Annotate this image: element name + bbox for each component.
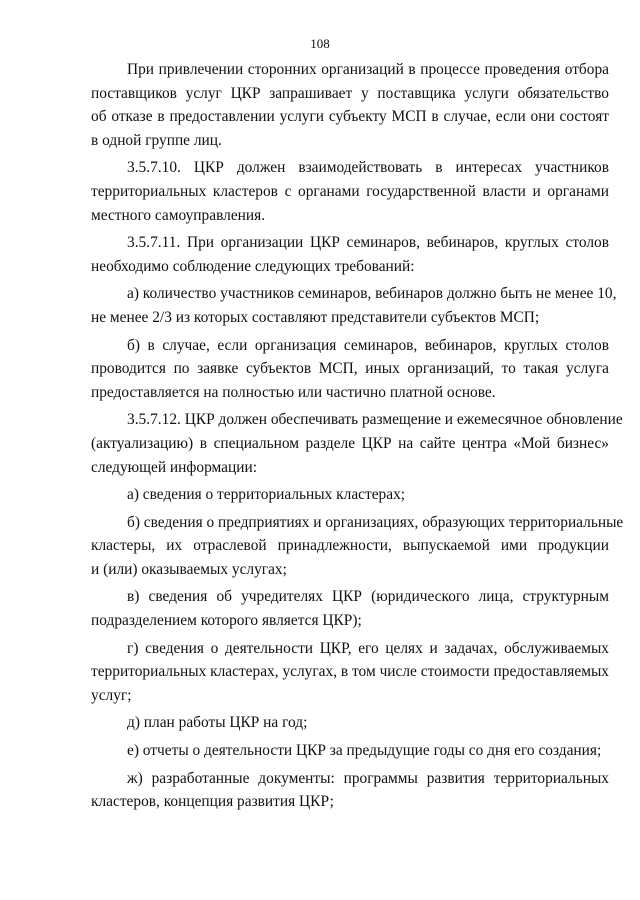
list-item-b-paid-basis	[91, 334, 609, 405]
text-line: территориальных кластеров с органами государственной власти и органами	[91, 182, 609, 200]
text-line: проводится по заявке субъектов МСП, иных организаций, то такая услуга	[91, 360, 609, 378]
text-line: и (или) оказываемых услугах;	[91, 560, 287, 578]
list-item-e-reports	[91, 739, 609, 763]
text-line: д) план работы ЦКР на год;	[127, 714, 308, 732]
text-line: не менее 2/3 из которых составляют представители субъектов МСП;	[91, 308, 540, 326]
text-line: г) сведения о деятельности ЦКР, его целях и задачах, обслуживаемых	[127, 639, 609, 657]
paragraph-3-5-7-11	[91, 231, 609, 278]
list-item-zh-documents	[91, 767, 609, 814]
list-item-g-activities	[91, 637, 609, 708]
paragraph-supplier-selection	[91, 58, 609, 152]
text-line: 3.5.7.12. ЦКР должен обеспечивать размещение и ежемесячное обновление	[127, 411, 623, 429]
paragraph-3-5-7-10	[91, 156, 609, 227]
text-line: предоставляется на полностью или частично платной основе.	[91, 383, 496, 401]
list-item-a-clusters	[91, 483, 609, 507]
text-line: е) отчеты о деятельности ЦКР за предыдущие годы со дня его создания;	[127, 742, 602, 760]
text-line: подразделением которого является ЦКР);	[91, 612, 362, 630]
paragraph-3-5-7-12	[91, 408, 623, 479]
document-body	[91, 58, 624, 818]
text-line: необходимо соблюдение следующих требований:	[91, 257, 415, 275]
text-line: 3.5.7.10. ЦКР должен взаимодействовать в интересах участников	[127, 159, 609, 177]
text-line: территориальных кластерах, услугах, в том числе стоимости предоставляемых	[91, 663, 609, 681]
page-number: 108	[310, 36, 330, 51]
text-line: следующей информации:	[91, 458, 257, 476]
text-line: об отказе в предоставлении услуги субъекту МСП в случае, если они состоят	[91, 108, 609, 126]
text-line: а) сведения о территориальных кластерах;	[127, 486, 406, 504]
text-line: в одной группе лиц.	[91, 131, 222, 149]
text-line: в) сведения об учредителях ЦКР (юридического лица, структурным	[127, 588, 609, 606]
text-line: услуг;	[91, 686, 132, 704]
text-line: кластеры, их отраслевой принадлежности, выпускаемой ими продукции	[91, 537, 609, 555]
text-line: кластеров, концепция развития ЦКР;	[91, 793, 334, 811]
text-line: (актуализацию) в специальном разделе ЦКР на сайте центра «Мой бизнес»	[91, 434, 609, 452]
text-line: ж) разработанные документы: программы развития территориальных	[127, 769, 609, 787]
text-line: поставщиков услуг ЦКР запрашивает у поставщика услуги обязательство	[91, 84, 609, 102]
text-line: а) количество участников семинаров, вебинаров должно быть не менее 10,	[127, 285, 617, 303]
text-line: б) в случае, если организация семинаров, вебинаров, круглых столов	[127, 336, 609, 354]
text-line: При привлечении сторонних организаций в процессе проведения отбора	[127, 61, 609, 78]
list-item-v-founders	[91, 585, 609, 632]
list-item-a-participants	[91, 282, 617, 329]
text-line: б) сведения о предприятиях и организациях, образующих территориальные	[127, 513, 624, 531]
list-item-b-enterprises	[91, 511, 624, 582]
list-item-d-work-plan	[91, 711, 609, 735]
text-line: местного самоуправления.	[91, 206, 266, 224]
text-line: 3.5.7.11. При организации ЦКР семинаров, вебинаров, круглых столов	[127, 234, 609, 252]
